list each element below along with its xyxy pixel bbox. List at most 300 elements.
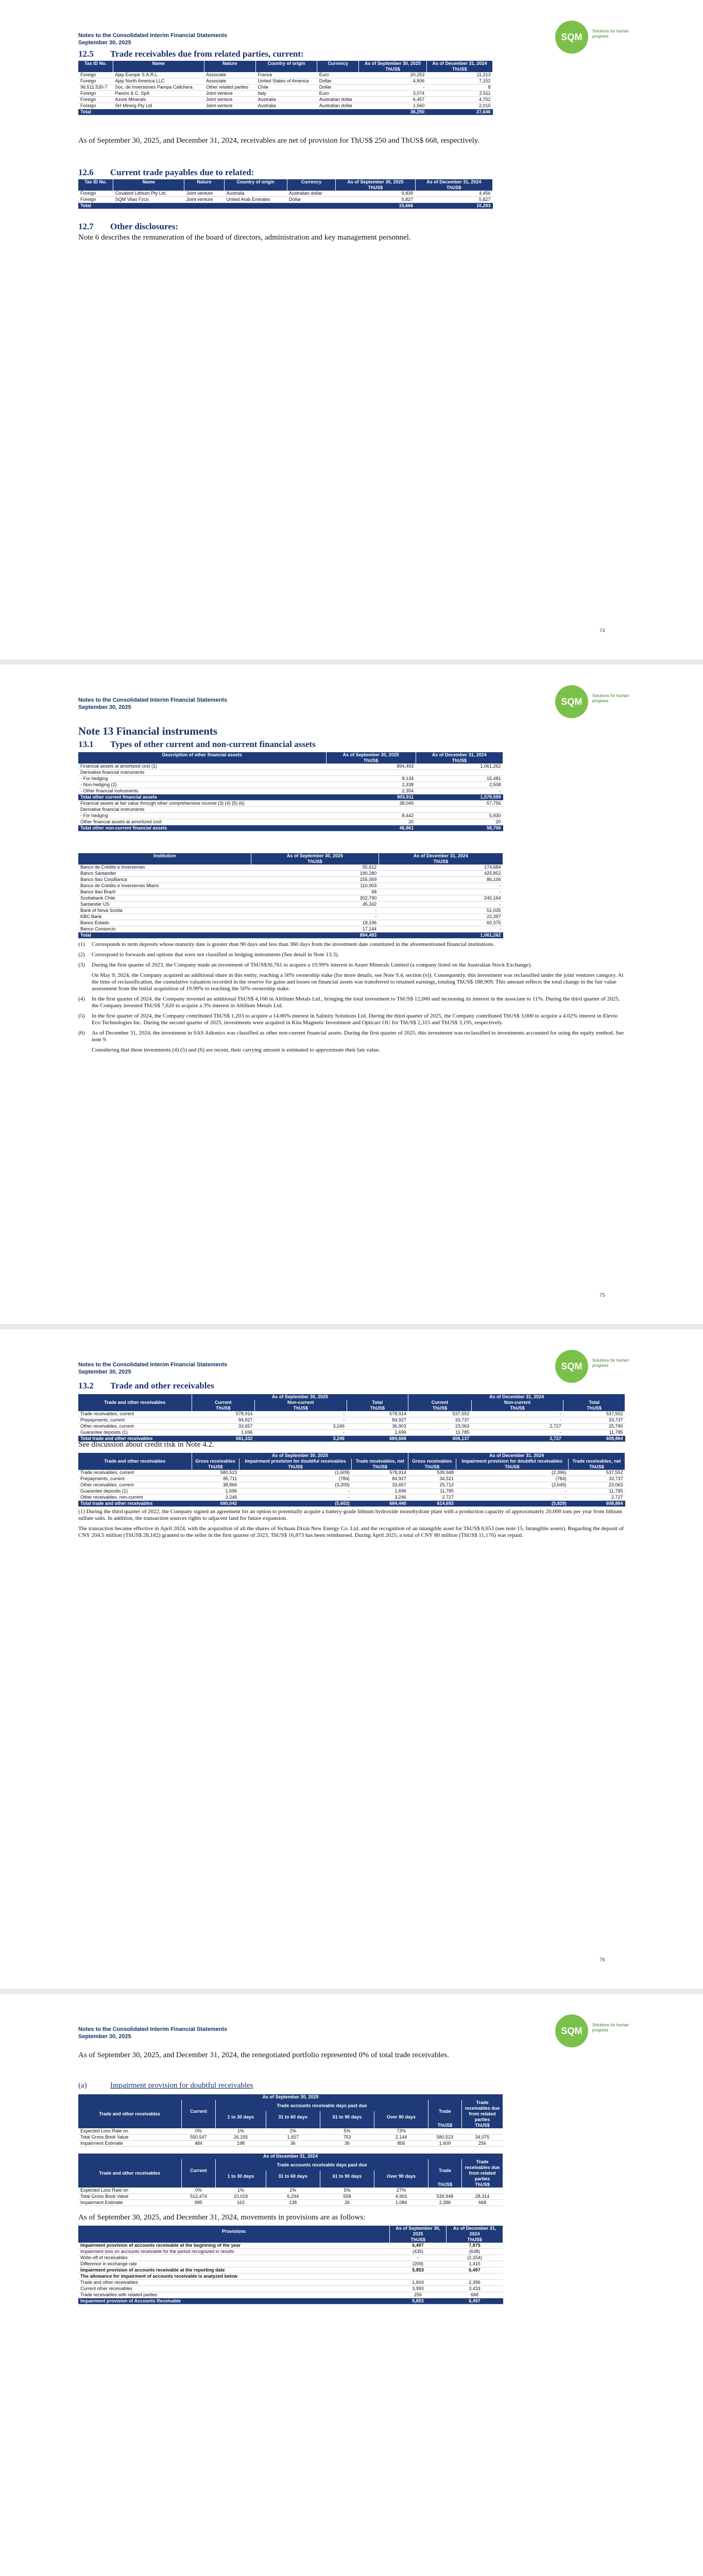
header-line2: September 30, 2025	[78, 1369, 131, 1375]
table-row	[78, 2286, 503, 2292]
unit-header: ThUS$	[569, 1464, 625, 1470]
table-cell: Joint venture	[204, 97, 255, 103]
footnote-item	[78, 952, 625, 958]
table-cell: Italy	[255, 91, 317, 97]
table-cell: 856	[374, 2141, 428, 2147]
sqm-logo	[555, 685, 632, 721]
total-cell: 15,666	[336, 203, 415, 209]
note-3-continued: On May 9, 2024, the Company acquired an additional share in this entity, reaching a 50% ownership stake (for more details, see Note 9.4, section (e)). Consequently, this investment was reclassified under the joint ventures category. At the time of reclassification, the cumulative valuation recorded in the reserve for gains and losses on financial assets was transferred to retained earnings, totaling ThUS$ 188,909. This amount reflects the total change in the fair value assessment from the initial acquisition of 19.99% to reaching the 50% ownership stake.	[92, 972, 624, 992]
table-cell: 2%	[266, 2128, 320, 2134]
column-header: Trade	[428, 2100, 461, 2123]
column-header: Name	[113, 61, 204, 66]
table-cell: (3,209)	[239, 1482, 352, 1488]
row-header: Trade and other receivables	[78, 1394, 192, 1411]
table-cell: (209)	[390, 2261, 447, 2267]
total-cell: 27,646	[426, 109, 492, 115]
page-74	[0, 0, 703, 659]
table-row	[78, 776, 503, 782]
table-cell: Foreign	[78, 191, 113, 197]
trade-receivables-table	[78, 1394, 625, 1442]
total-cell: Total other non-current financial assets	[78, 825, 326, 832]
table-cell: 3,074	[359, 91, 427, 97]
column-header: As of December 31, 2024	[416, 752, 503, 758]
table-cell: 138	[266, 2200, 320, 2206]
table-cell: -	[239, 1488, 352, 1495]
table-cell: 18,196	[251, 920, 379, 926]
unit-header: ThUS$	[471, 1405, 563, 1411]
credit-risk-note: See discussion about credit risk in Note 4.2.	[78, 1440, 214, 1449]
column-header: Over 90 days	[374, 2171, 428, 2182]
table-row	[78, 908, 503, 914]
total-cell: 894,493	[251, 933, 379, 939]
total-cell: 608,864	[563, 1436, 625, 1442]
header-row	[78, 2226, 503, 2237]
table-cell: 174,684	[379, 865, 503, 871]
table-cell: 55,612	[251, 865, 379, 871]
table-row	[78, 1482, 625, 1488]
table-cell: 537,552	[563, 1411, 625, 1417]
unit-header: ThUS$	[428, 2182, 461, 2188]
table-row	[78, 770, 503, 776]
table-row	[78, 1476, 625, 1482]
table-cell: 5,853	[390, 2267, 447, 2274]
total-row	[78, 794, 503, 801]
footnote-key: (2)	[78, 952, 85, 958]
table-cell: Banco de Crédito e Inversiones Miami	[78, 883, 251, 889]
table-cell: 190,280	[251, 871, 379, 877]
total-cell: Total	[78, 933, 251, 939]
table-cell: Bank of Nova Scotia	[78, 908, 251, 914]
table-cell: 36	[320, 2141, 374, 2147]
footnote-key: (1)	[78, 941, 85, 947]
other-financial-assets-table	[78, 752, 503, 832]
period-header: As of December 31, 2024	[78, 2154, 503, 2159]
group-row	[78, 1453, 625, 1459]
section-number: 12.7	[78, 222, 94, 231]
header-line2: September 30, 2025	[78, 40, 131, 46]
table-row	[78, 84, 493, 91]
section-a-title	[78, 2081, 253, 2090]
total-cell	[287, 203, 336, 209]
table-cell: 256	[462, 2141, 503, 2147]
section-number: 12.5	[78, 49, 94, 59]
table-cell	[447, 2274, 503, 2280]
table-cell: 3,246	[192, 1495, 239, 1501]
table-cell: -	[255, 1411, 347, 1417]
column-header: 31 to 60 days	[266, 2171, 320, 2182]
footnote-1: (1) During the third quarter of 2022, the Company signed an agreement for an option to potentially acquire a battery-grade lithium hydroxide monohydrate plant with a production capacity of approximately 20,000 tons per year from lithium sulfate salts. In addition, the transaction sources rights to adjacent land for future expansion.	[78, 1509, 623, 1521]
unit-header	[78, 185, 113, 191]
table-cell: 36,903	[347, 1423, 408, 1430]
unit-row	[78, 758, 503, 764]
table-row	[78, 883, 503, 889]
table-cell: 8,134	[326, 776, 416, 782]
table-row	[78, 2194, 503, 2200]
related-receivables-table	[78, 61, 493, 115]
page-number: 76	[599, 1957, 605, 1963]
table-row	[78, 2292, 503, 2298]
header-row	[78, 61, 493, 66]
table-cell: -	[239, 1495, 352, 1501]
table-cell: -	[416, 788, 503, 794]
section-12-7-title	[78, 222, 178, 232]
table-row	[78, 865, 503, 871]
total-row	[78, 203, 493, 209]
table-cell: 60,375	[379, 920, 503, 926]
footnote-text: In the first quarter of 2024, the Company contributed ThUS$ 1,203 to acquire a 14.86% interest in Salinity Solutions Ltd. During the third quarter of 2025, the Company contributed ThUS$ 3,000 to acquire a 4.02% interest in Elevio Eco Technologies Inc. During the second quarter of 2025, investments were acquired in Kita Magnetic Investment and Opticarr OU for ThUS$ 2,315 and ThUS$ 3,195, respectively.	[92, 1013, 618, 1026]
table-cell: Impairment provision of accounts receivable at the reporting date	[78, 2267, 390, 2274]
table-cell: -	[359, 84, 427, 91]
related-payables-table	[78, 179, 493, 209]
table-cell: 894,493	[326, 764, 416, 770]
table-cell: Ajay Europe S.A.R.L.	[113, 72, 204, 78]
unit-header	[184, 185, 225, 191]
table-cell: Associate	[204, 72, 255, 78]
unit-row	[78, 2237, 503, 2243]
table-cell: (1,609)	[239, 1470, 352, 1476]
footnote-text: In the first quarter of 2024, the Company invested an additional ThUS$ 4,166 in Altilium Metals Ltd., bringing the total investment to ThUS$ 12,000 and increasing its interest in the associate to 11%. During the third quarter of 2025, the Company invested ThUS$ 7,620 to acquire a 3% interest in Altilium Metals Ltd.	[92, 996, 620, 1009]
total-cell: Total	[78, 203, 113, 209]
table-cell: Ajay North America LLC	[113, 78, 204, 84]
table-cell: Foreign	[78, 78, 113, 84]
table-cell: Other receivables, current	[78, 1482, 192, 1488]
unit-header: ThUS$	[379, 859, 503, 865]
column-header: Nature	[184, 179, 225, 185]
column-header: Currency	[287, 179, 336, 185]
logo-mark: SQM	[555, 685, 588, 718]
table-cell: (784)	[239, 1476, 352, 1482]
unit-header: ThUS$	[416, 758, 503, 764]
table-cell: 6,497	[447, 2267, 503, 2274]
table-cell: 1,604	[390, 2280, 447, 2286]
unit-header: ThUS$	[347, 1405, 408, 1411]
table-cell: 7,152	[426, 78, 492, 84]
unit-header: ThUS$	[462, 2123, 503, 2128]
header-line1: Notes to the Consolidated Interim Financial Statements	[78, 2026, 228, 2032]
table-cell: 539,948	[408, 1470, 456, 1476]
section-12-5-title	[78, 49, 304, 59]
table-cell: 1,696	[192, 1488, 239, 1495]
table-cell: 33,657	[352, 1482, 408, 1488]
table-cell: 668	[462, 2200, 503, 2206]
table-cell: 6,497	[390, 2243, 447, 2249]
table-cell: -	[379, 883, 503, 889]
unit-row	[78, 859, 503, 865]
unit-row	[78, 185, 493, 191]
group-header: As of December 31, 2024	[408, 1453, 625, 1459]
table-cell: 8,442	[326, 813, 416, 819]
table-cell: 22,397	[379, 914, 503, 920]
total-cell: 10,283	[415, 203, 492, 209]
table-cell: Financial assets at amortized cost (1)	[78, 764, 326, 770]
table-cell: 5%	[320, 2188, 374, 2194]
table-row	[78, 2267, 503, 2274]
unit-header	[216, 2123, 266, 2128]
table-cell: France	[255, 72, 317, 78]
table-cell: Chile	[255, 84, 317, 91]
table-cell: United States of America	[255, 78, 317, 84]
unit-header	[204, 66, 255, 72]
table-row	[78, 895, 503, 902]
page-number: 75	[599, 1293, 605, 1298]
table-row	[78, 197, 493, 203]
table-cell: 25,790	[563, 1423, 625, 1430]
table-cell: Current other receivables	[78, 2286, 390, 2292]
total-row	[78, 2298, 503, 2304]
footnote-item	[78, 1013, 625, 1026]
column-header: Gross receivables	[408, 1459, 456, 1464]
unit-header: ThUS$	[359, 66, 427, 72]
table-cell: Trade receivables, current	[78, 1470, 192, 1476]
table-cell: 2,727	[471, 1423, 563, 1430]
table-cell: 1,609	[428, 2141, 461, 2147]
table-cell: Euro	[317, 72, 359, 78]
table-cell: Soc. de Inversiones Pampa Calichera	[113, 84, 204, 91]
table-cell: Guarantee deposits (1)	[78, 1488, 192, 1495]
unit-header: ThUS$	[255, 1405, 347, 1411]
column-header: Tax ID No.	[78, 61, 113, 66]
total-row	[78, 933, 503, 939]
table-cell: 20	[326, 819, 416, 825]
table-row	[78, 2274, 503, 2280]
table-cell: 302,790	[251, 895, 379, 902]
table-cell: - Non-hedging (2)	[78, 782, 326, 788]
total-cell: 684,668	[347, 1436, 408, 1442]
table-row	[78, 764, 503, 770]
table-row	[78, 2249, 503, 2255]
table-cell: 3,246	[255, 1423, 347, 1430]
table-cell: Foreign	[78, 72, 113, 78]
table-row	[78, 807, 503, 813]
total-cell	[204, 109, 255, 115]
table-cell: 240,164	[379, 895, 503, 902]
total-row	[78, 1501, 625, 1507]
table-cell: 10,019	[216, 2194, 266, 2200]
table-cell: 4,903	[374, 2194, 428, 2200]
provision-movements-note: As of September 30, 2025, and December 31, 2024, movements in provisions are as follows:	[78, 2213, 366, 2222]
table-row	[78, 2200, 503, 2206]
table-cell: 110,903	[251, 883, 379, 889]
column-header: Provisions	[78, 2226, 390, 2237]
group-header: Trade accounts receivable days past due	[216, 2100, 428, 2111]
table-cell: -	[471, 1430, 563, 1436]
column-header: Current	[181, 2159, 216, 2182]
table-cell: Prepayments, current	[78, 1417, 192, 1423]
footnote-text: As of December 31, 2024, the investment in SAS Adionics was classified as other non-current financial assets. During the first quarter of 2025, this investment was reclassified to investments accounted for using the equity method. See note 9.	[92, 1030, 624, 1043]
unit-header	[224, 185, 287, 191]
column-header: Total	[563, 1400, 625, 1405]
unit-header	[320, 2182, 374, 2188]
table-cell: 45,342	[251, 902, 379, 908]
section-number: (a)	[78, 2081, 87, 2090]
column-header: Current	[181, 2100, 216, 2123]
table-cell: 4,456	[415, 191, 492, 197]
table-cell: Impairment Estimate	[78, 2200, 181, 2206]
table-cell: 0%	[181, 2128, 216, 2134]
table-cell: Guarantee deposits (1)	[78, 1430, 192, 1436]
column-header: Trade receivables, net	[352, 1459, 408, 1464]
table-cell: Total Gross Book Value	[78, 2134, 181, 2141]
total-cell: 606,137	[408, 1436, 472, 1442]
table-cell: 38,866	[192, 1482, 239, 1488]
group-header: As of December 31, 2024	[408, 1394, 625, 1400]
column-header: Trade receivables due from related parties	[462, 2159, 503, 2182]
table-cell: Scotiabank Chile	[78, 895, 251, 902]
table-cell: 3,993	[390, 2286, 447, 2292]
table-cell: Write-off of receivables	[78, 2255, 390, 2261]
table-cell: Total Gross Book Value	[78, 2194, 181, 2200]
table-cell: - For hedging	[78, 813, 326, 819]
table-cell: Joint venture	[204, 103, 255, 109]
section-number: 13.1	[78, 739, 94, 749]
page-77	[0, 1994, 703, 2576]
table-row	[78, 91, 493, 97]
column-header: As of December 31, 2024	[447, 2226, 503, 2237]
page-header	[78, 2026, 227, 2040]
note-closing: Considering that these investments (4) (5) and (6) are recent, their carrying amount is estimated to approximate their fair value.	[92, 1047, 380, 1053]
table-cell: Australian dollar	[287, 191, 336, 197]
unit-header	[374, 2123, 428, 2128]
table-row	[78, 914, 503, 920]
unit-header	[78, 758, 326, 764]
table-row	[78, 2255, 503, 2261]
logo-tagline: Solutions for human progress	[592, 2023, 629, 2032]
footnote-item	[78, 1030, 625, 1043]
receivables-provision-note: As of September 30, 2025, and December 31, 2024, receivables are net of provision for ThUS$ 250 and ThUS$ 668, respectively.	[78, 137, 480, 145]
group-header: Trade accounts receivable days past due	[216, 2159, 428, 2171]
table-cell: -	[379, 889, 503, 895]
table-cell: 11,213	[426, 72, 492, 78]
table-cell	[428, 2188, 461, 2194]
column-header: 31 to 60 days	[266, 2111, 320, 2123]
table-cell: 3,433	[447, 2286, 503, 2292]
table-row	[78, 2188, 503, 2194]
table-cell: Australian dollar	[317, 97, 359, 103]
total-cell: 903,911	[326, 794, 416, 801]
table-cell: Australia	[255, 97, 317, 103]
table-cell: Derivative financial instruments	[78, 770, 326, 776]
table-cell: 9,839	[336, 191, 415, 197]
table-cell: Associate	[204, 78, 255, 84]
total-cell: Impairment provision of Accounts Receivable	[78, 2298, 390, 2304]
unit-header	[266, 2123, 320, 2128]
logo-tagline: Solutions for human progress	[592, 1358, 629, 1368]
total-row	[78, 825, 503, 832]
section-12-6-title	[78, 167, 254, 178]
table-row	[78, 871, 503, 877]
table-cell: Impairment provision of accounts receivable at the beginning of the year	[78, 2243, 390, 2249]
column-header: Trade receivables, net	[569, 1459, 625, 1464]
unit-header: ThUS$	[239, 1464, 352, 1470]
table-cell: 84,927	[347, 1417, 408, 1423]
table-cell: 537,552	[408, 1411, 472, 1417]
table-cell: Pavoni & C. SpA	[113, 91, 204, 97]
table-cell: (435)	[390, 2249, 447, 2255]
table-cell: 5%	[320, 2128, 374, 2134]
logo-tagline: Solutions for human progress	[592, 693, 629, 703]
table-cell: 580,523	[192, 1470, 239, 1476]
table-row	[78, 78, 493, 84]
table-cell: 425,852	[379, 871, 503, 877]
table-cell: 5,930	[416, 813, 503, 819]
table-cell	[462, 2128, 503, 2134]
unit-header	[320, 2123, 374, 2128]
table-row	[78, 2280, 503, 2286]
page-header	[78, 32, 227, 46]
header-row	[78, 179, 493, 185]
table-cell: Australian dollar	[317, 103, 359, 109]
table-cell	[416, 807, 503, 813]
table-cell: -	[255, 1430, 347, 1436]
table-cell: Impairment loss on accounts receivable for the period recognized in results	[78, 2249, 390, 2255]
sqm-logo	[555, 21, 632, 57]
table-cell: - For hedging	[78, 776, 326, 782]
unit-header	[78, 66, 113, 72]
footnote-item	[78, 941, 625, 948]
table-row	[78, 97, 493, 103]
total-cell: 58,706	[416, 825, 503, 832]
table-cell: 578,914	[192, 1411, 255, 1417]
table-cell: Impairment Estimate	[78, 2141, 181, 2147]
section-number: 12.6	[78, 167, 94, 177]
table-cell	[428, 2128, 461, 2134]
table-cell: 85,711	[192, 1476, 239, 1482]
section-13-1-title	[78, 739, 316, 750]
table-cell: 73%	[374, 2128, 428, 2134]
unit-header	[78, 2237, 390, 2243]
financial-assets-footnotes	[78, 941, 625, 1057]
table-cell: 68	[251, 889, 379, 895]
table-cell: (638)	[447, 2249, 503, 2255]
table-cell: -	[251, 914, 379, 920]
total-cell	[113, 109, 204, 115]
column-header: 1 to 30 days	[216, 2111, 266, 2123]
unit-row	[78, 66, 493, 72]
table-cell: Foreign	[78, 91, 113, 97]
table-cell: 51,035	[379, 908, 503, 914]
table-cell: 23,063	[408, 1423, 472, 1430]
table-cell: 2,511	[426, 91, 492, 97]
table-cell: 20	[416, 819, 503, 825]
table-cell: 1,061,262	[416, 764, 503, 770]
table-cell: 33,657	[192, 1423, 255, 1430]
unit-header: ThUS$	[408, 1405, 472, 1411]
table-cell: Banco Itaú Brazil	[78, 889, 251, 895]
unit-header: ThUS$	[326, 758, 416, 764]
table-cell: 33,737	[569, 1476, 625, 1482]
table-cell: Other receivables, non-current	[78, 1495, 192, 1501]
unit-header: ThUS$	[462, 2182, 503, 2188]
table-cell: 2,338	[326, 782, 416, 788]
section-title: Impairment provision for doubtful receivables	[110, 2081, 253, 2090]
table-cell: 2,727	[408, 1495, 456, 1501]
section-title: Trade receivables due from related parties, current:	[110, 49, 304, 59]
other-disclosures-text: Note 6 describes the remuneration of the board of directors, administration and key management personnel.	[78, 233, 411, 242]
table-cell: 3,246	[352, 1495, 408, 1501]
column-header: Institution	[78, 853, 251, 859]
total-cell: 608,864	[569, 1501, 625, 1507]
table-cell: 5,827	[415, 197, 492, 203]
table-cell: 36	[266, 2141, 320, 2147]
period-header: As of September 30, 2025	[78, 2094, 503, 2100]
table-row	[78, 819, 503, 825]
total-cell: 3,246	[255, 1436, 347, 1442]
column-header: Impairment provision for doubtful receivables	[239, 1459, 352, 1464]
table-cell: Euro	[317, 91, 359, 97]
table-cell: United Arab Emirates	[224, 197, 287, 203]
table-cell: KBC Bank	[78, 914, 251, 920]
total-cell: 614,693	[408, 1501, 456, 1507]
